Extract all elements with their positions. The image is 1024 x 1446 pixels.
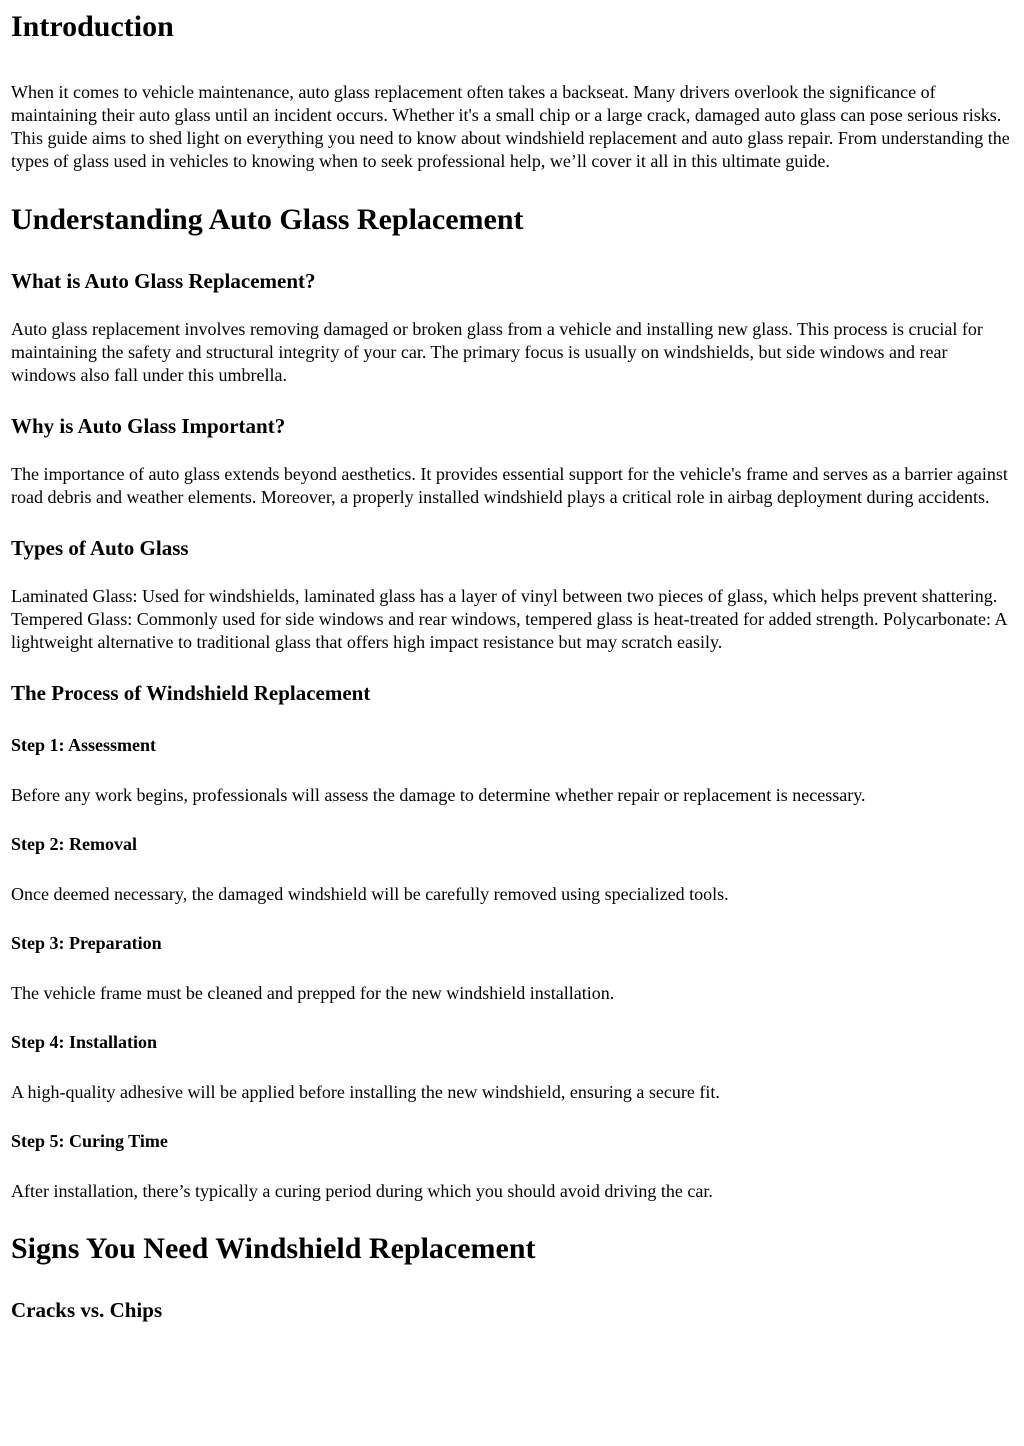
understanding-heading: Understanding Auto Glass Replacement: [11, 203, 524, 236]
process-heading: The Process of Windshield Replacement: [11, 681, 371, 705]
what-is-paragraph: Auto glass replacement involves removing damaged or broken glass from a vehicle and installing new glass. This process is crucial for maintaining the safety and structural integrity of your car. The primary focus is usually on windshields, but side windows and rear windows also fall under this umbrella.: [11, 319, 983, 385]
step-heading: Step 2: Removal: [11, 834, 137, 854]
step-heading: Step 3: Preparation: [11, 933, 162, 953]
step-paragraph: Before any work begins, professionals will assess the damage to determine whether repair or replacement is necessary.: [11, 785, 866, 805]
step-paragraph: A high-quality adhesive will be applied before installing the new windshield, ensuring a secure fit.: [11, 1082, 720, 1102]
cracks-vs-chips-heading: Cracks vs. Chips: [11, 1298, 163, 1322]
types-paragraph: Laminated Glass: Used for windshields, laminated glass has a layer of vinyl between two pieces of glass, which helps prevent shattering. Tempered Glass: Commonly used for side windows and rear windows, tempered glass is heat-treated for added strength. Polycarbonate: A lightweight alternative to traditional glass that offers high impact resistance but may scratch easily.: [11, 586, 1007, 652]
step-heading: Step 1: Assessment: [11, 735, 157, 755]
intro-heading: Introduction: [11, 10, 174, 43]
step-paragraph: The vehicle frame must be cleaned and prepped for the new windshield installation.: [11, 983, 615, 1003]
step-paragraph: After installation, there’s typically a curing period during which you should avoid driving the car.: [11, 1181, 713, 1201]
signs-heading: Signs You Need Windshield Replacement: [11, 1232, 536, 1265]
why-important-heading: Why is Auto Glass Important?: [11, 414, 286, 438]
types-heading: Types of Auto Glass: [11, 536, 189, 560]
what-is-heading: What is Auto Glass Replacement?: [11, 269, 316, 293]
why-important-paragraph: The importance of auto glass extends beyond aesthetics. It provides essential support for the vehicle's frame and serves as a barrier against road debris and weather elements. Moreover, a properly installed windshield plays a critical role in airbag deployment during accidents.: [11, 464, 1008, 507]
step-heading: Step 4: Installation: [11, 1032, 158, 1052]
step-heading: Step 5: Curing Time: [11, 1131, 168, 1151]
intro-paragraph: When it comes to vehicle maintenance, auto glass replacement often takes a backseat. Many drivers overlook the significance of maintaining their auto glass until an incident occurs. Whether it's a small chip or a large crack, damaged auto glass can pose serious risks. This guide aims to shed light on everything you need to know about windshield replacement and auto glass repair. From understanding the types of glass used in vehicles to knowing when to seek professional help, we’ll cover it all in this ultimate guide.: [11, 82, 1010, 171]
step-paragraph: Once deemed necessary, the damaged windshield will be carefully removed using specialized tools.: [11, 884, 729, 904]
